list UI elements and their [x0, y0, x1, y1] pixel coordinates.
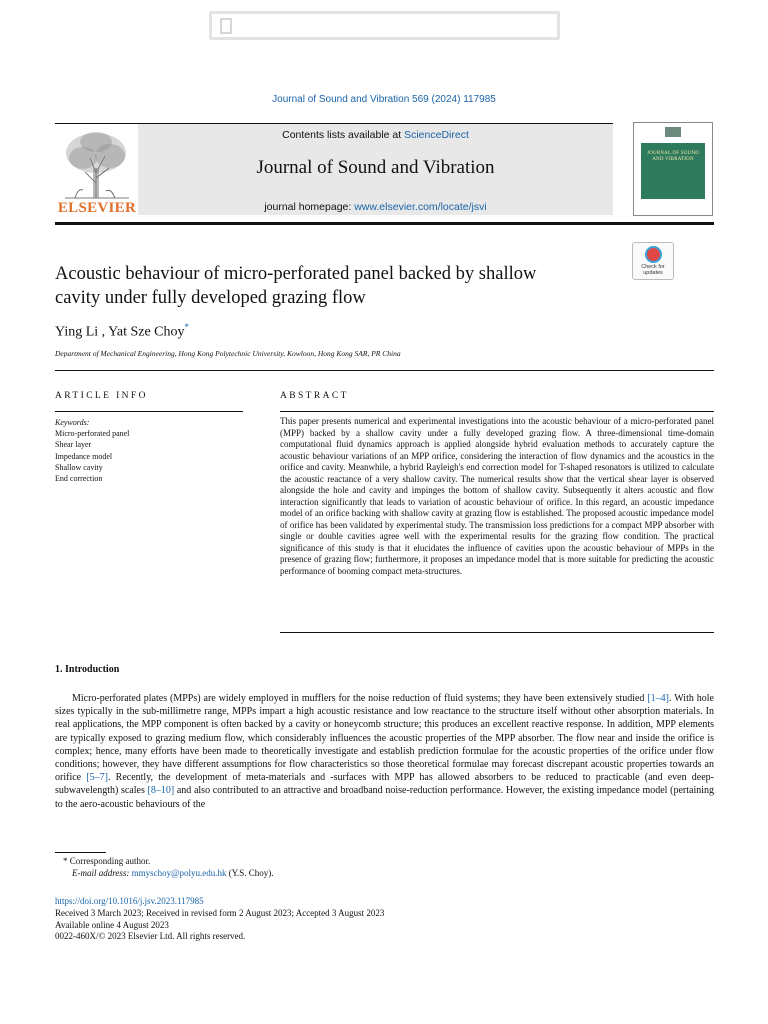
- introduction-heading: 1. Introduction: [55, 664, 120, 675]
- header-bottom-rule: [55, 222, 714, 225]
- homepage-prefix: journal homepage:: [264, 201, 355, 213]
- article-history: [55, 908, 384, 943]
- intro-text: . With hole sizes typically in the sub-millimetre range, MPPs impart a high acoustic resistance and low reactance to the structure itself without other absorption materials. In real applications, the MPP component is often backed by a cavity or honeycomb structure; this produces an excellent reactive response. In addition, MPP elements are typically exposed to grazing medium flow, which considerably influences the acoustic properties of the MPP absorber. The flow near and inside the orifice is complex; hence, many efforts have been made to theoretically investigate and establish prediction formulae for the acoustic properties of the orifice under flow conditions; however, they have different assumptions for flow characteristics so those theoretical formulae may forecast discrepant acoustic properties towards an orifice: [55, 693, 714, 784]
- footnote-mark: *: [63, 856, 68, 866]
- email-suffix: (Y.S. Choy).: [226, 868, 274, 878]
- check-updates-icon: [645, 246, 662, 263]
- article-info-rule: [55, 411, 243, 412]
- keyword: Shear layer: [55, 440, 92, 450]
- contents-line: [138, 129, 613, 141]
- abstract-text: This paper presents numerical and experimental investigations into the acoustic behaviour of a micro-perforated panel (MPP) backed by a shallow cavity under a fully developed grazing flow. A three-dimensional time-domain computational fluid dynamics approach is applied alongside hybrid evaluation methods to accurately capture the acoustic behaviour variations of an MPP orifice, considering the interaction of flow dynamics and the acoustics in the orifice and cavity. Meanwhile, a hybrid Rayleigh's end correction model for T-shaped resonators is utilized to calculate the acoustic reactance of a very shallow cavity. The numerical results show that the vertical shear layer is observed alongside the hole and cavity and impinges the bottom of shallow cavity. Subsequently it alters acoustic and flow interaction significantly that leads to variation of acoustic behaviour of orifice. In this regard, an acoustic impedance model of an orifice backing with shallow cavity at grazing flow is established. The proposed acoustic impedance model of orifice has been validated by experimental study. The transmission loss predictions for a compact MPP absorber with single or double cavities agree well with the experimental results for the grazing flow condition. The practical significance of this study is that it elucidates the influence of cavities upon the acoustic behaviour of MPPs in the presence of grazing flow; furthermore, it proposes an impedance model that is more suitable for predicting the acoustic performance of booming compact meta-structures.: [280, 416, 714, 576]
- cover-panel: [641, 143, 705, 199]
- journal-cover-image: [633, 122, 713, 216]
- sciencedirect-link[interactable]: ScienceDirect: [404, 129, 469, 141]
- intro-text: . Recently, the development of meta-materials and -surfaces with MPP has allowed absorbers to be reduced to practicable (and even deep-subwavelength) scales: [55, 772, 715, 797]
- intro-text: Micro-perforated plates (MPPs) are widely employed in mufflers for the noise reduction of fluid systems; they have been extensively studied: [72, 693, 648, 704]
- keywords-list: [55, 417, 129, 484]
- introduction-paragraph: [55, 692, 714, 811]
- email-link[interactable]: mmyschoy@polyu.edu.hk: [131, 868, 227, 878]
- footnote-text: Corresponding author.: [69, 856, 151, 866]
- contents-prefix: Contents lists available at: [282, 129, 405, 141]
- corresponding-author-link[interactable]: *: [184, 322, 190, 332]
- publisher-logo-text: ELSEVIER: [57, 200, 137, 216]
- title-line-2: cavity under fully developed grazing flow: [55, 288, 366, 308]
- journal-citation[interactable]: Journal of Sound and Vibration 569 (2024) 117985: [272, 94, 496, 105]
- journal-name: Journal of Sound and Vibration: [256, 157, 495, 178]
- cover-emblem: [665, 127, 681, 137]
- keyword: Impedance model: [55, 451, 113, 461]
- reference-link[interactable]: [1–4]: [647, 693, 670, 704]
- doi-link[interactable]: https://doi.org/10.1016/j.jsv.2023.117985: [55, 896, 204, 906]
- keyword: Shallow cavity: [55, 462, 103, 472]
- keywords-label: Keywords:: [55, 418, 90, 427]
- title-line-1: Acoustic behaviour of micro-perforated panel backed by shallow: [55, 264, 537, 284]
- check-updates-label: Check for updates: [641, 264, 665, 276]
- email-footnote: [72, 868, 274, 878]
- check-for-updates-button[interactable]: [632, 242, 674, 280]
- viewer-toolbar[interactable]: [209, 11, 560, 40]
- authors: [55, 322, 189, 341]
- corresponding-footnote: [63, 856, 150, 866]
- received-dates: Received 3 March 2023; Received in revised form 2 August 2023; Accepted 3 August 2023: [55, 908, 385, 918]
- abstract-rule: [280, 411, 714, 412]
- journal-masthead: [138, 124, 613, 215]
- email-label: E-mail address:: [72, 868, 130, 878]
- reference-link[interactable]: [5–7]: [86, 772, 108, 784]
- keyword: End correction: [55, 474, 103, 484]
- footnote-rule: [55, 852, 106, 853]
- homepage-link[interactable]: www.elsevier.com/locate/jsvi: [354, 201, 487, 213]
- author-names: Ying Li , Yat Sze Choy: [55, 324, 185, 340]
- cover-title: JOURNAL OF SOUND AND VIBRATION: [647, 151, 699, 162]
- affiliation: Department of Mechanical Engineering, Hong Kong Polytechnic University, Kowloon, Hong Kong SAR, PR China: [55, 349, 401, 358]
- copyright: 0022-460X/© 2023 Elsevier Ltd. All rights reserved.: [55, 931, 246, 941]
- homepage-line: [138, 201, 613, 213]
- article-title: [55, 262, 625, 310]
- intro-text: and also contributed to an attractive and broadband noise-reduction performance. However, the existing impedance model (pertaining to the aero-acoustic behaviours of the: [55, 785, 714, 810]
- reference-link[interactable]: [8–10]: [147, 785, 175, 797]
- keyword: Micro-perforated panel: [55, 429, 130, 439]
- affiliation-rule: [55, 370, 714, 371]
- page-icon[interactable]: [220, 18, 232, 34]
- abstract-header: ABSTRACT: [280, 391, 349, 401]
- abstract-bottom-rule: [280, 632, 714, 633]
- article-info-header: ARTICLE INFO: [55, 391, 148, 401]
- online-date: Available online 4 August 2023: [55, 919, 169, 930]
